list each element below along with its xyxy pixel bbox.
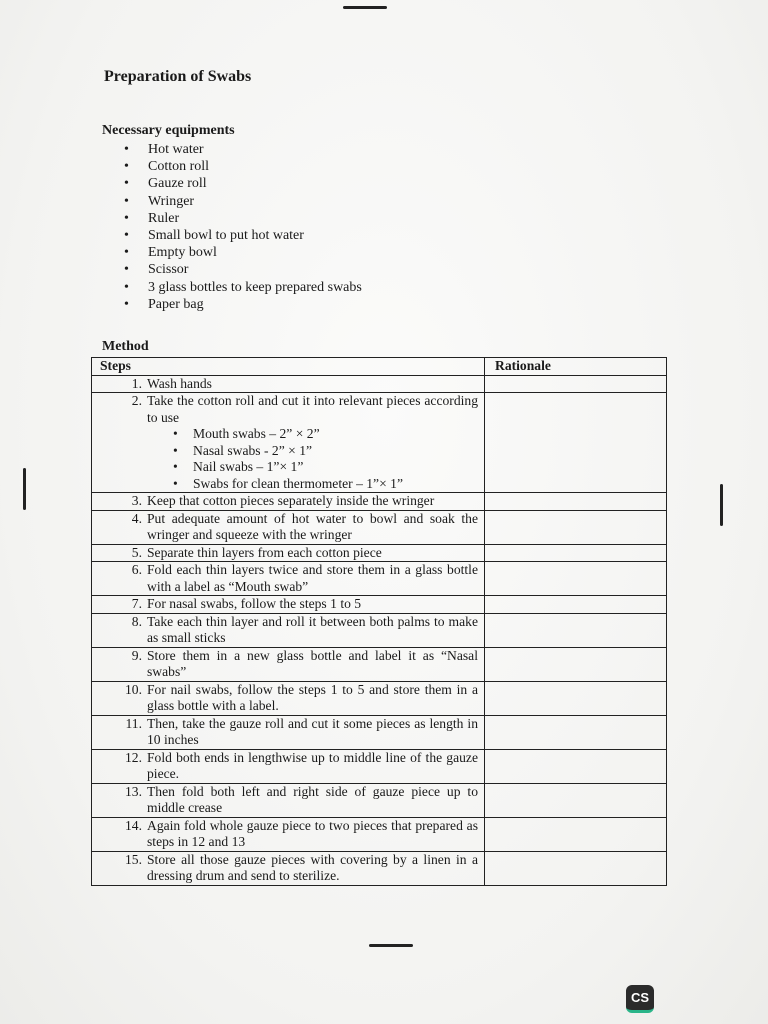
- step-text: Wash hands: [147, 375, 212, 391]
- table-row: [92, 647, 667, 681]
- equipment-item: • Scissor: [102, 261, 362, 278]
- step-cell: [92, 817, 485, 851]
- swab-size-list: [147, 426, 478, 492]
- page-title: Preparation of Swabs: [104, 68, 252, 85]
- step-text: Take each thin layer and roll it between both palms to make as small sticks: [147, 613, 478, 645]
- right-pen-mark: [720, 484, 723, 526]
- swab-size-item: • Swabs for clean thermometer – 1”× 1”: [147, 476, 478, 493]
- equipment-item: • 3 glass bottles to keep prepared swabs: [102, 279, 362, 296]
- step-cell: [92, 715, 485, 749]
- step-cell: [92, 783, 485, 817]
- rationale-cell: [485, 817, 667, 851]
- table-row: [92, 613, 667, 647]
- step-cell: [92, 647, 485, 681]
- swab-size-item: • Nasal swabs - 2” × 1”: [147, 443, 478, 460]
- step-number: 1.: [131, 375, 142, 391]
- rationale-cell: [485, 749, 667, 783]
- equipment-item: • Ruler: [102, 210, 362, 227]
- table-row: [92, 596, 667, 614]
- rationale-cell: [485, 783, 667, 817]
- step-cell: [92, 544, 485, 562]
- rationale-cell: [485, 596, 667, 614]
- step-number: 12.: [125, 749, 142, 765]
- rationale-cell: [485, 613, 667, 647]
- step-cell: [92, 596, 485, 614]
- step-cell: [92, 375, 485, 393]
- step-text: Fold both ends in lengthwise up to middle line of the gauze piece.: [147, 749, 478, 781]
- equipment-item: • Cotton roll: [102, 158, 362, 175]
- step-cell: [92, 562, 485, 596]
- table-row: [92, 375, 667, 393]
- step-text: For nasal swabs, follow the steps 1 to 5: [147, 596, 362, 611]
- logo-text: CS: [630, 990, 650, 1005]
- swab-size-item: • Nail swabs – 1”× 1”: [147, 459, 478, 476]
- equipment-item: • Small bowl to put hot water: [102, 227, 362, 244]
- rationale-cell: [485, 375, 667, 393]
- rationale-cell: [485, 510, 667, 544]
- step-number: 5.: [131, 544, 142, 560]
- step-number: 8.: [131, 613, 142, 629]
- left-pen-mark: [23, 468, 26, 510]
- step-number: 3.: [131, 493, 142, 508]
- step-cell: [92, 613, 485, 647]
- rationale-cell: [485, 647, 667, 681]
- step-cell: [92, 681, 485, 715]
- equipment-item: • Gauze roll: [102, 175, 362, 192]
- table-row: [92, 681, 667, 715]
- step-number: 13.: [125, 783, 142, 799]
- step-text: Put adequate amount of hot water to bowl and soak the wringer and squeeze with the wringer: [147, 510, 478, 542]
- swab-size-item: • Mouth swabs – 2” × 2”: [147, 426, 478, 443]
- step-cell: [92, 510, 485, 544]
- step-number: 14.: [125, 817, 142, 833]
- step-number: 9.: [131, 647, 142, 663]
- step-cell: [92, 393, 485, 493]
- top-pen-mark: [343, 6, 387, 9]
- step-number: 7.: [131, 596, 142, 611]
- step-number: 2.: [131, 393, 142, 408]
- equipment-item: • Hot water: [102, 141, 362, 158]
- rationale-cell: [485, 393, 667, 493]
- step-number: 11.: [125, 715, 142, 731]
- step-number: 15.: [125, 851, 142, 867]
- step-text: For nail swabs, follow the steps 1 to 5 and store them in a glass bottle with a label.: [147, 681, 478, 713]
- step-text: Store them in a new glass bottle and label it as “Nasal swabs”: [147, 647, 478, 679]
- step-text: Store all those gauze pieces with covering by a linen in a dressing drum and send to sterilize.: [147, 851, 478, 883]
- table-row: [92, 715, 667, 749]
- equipment-item: • Paper bag: [102, 296, 362, 313]
- table-row: [92, 544, 667, 562]
- step-cell: [92, 851, 485, 885]
- method-table: [91, 357, 667, 886]
- table-row: [92, 749, 667, 783]
- rationale-column-header: Rationale: [485, 358, 667, 376]
- bottom-pen-mark: [369, 944, 413, 947]
- step-text: Keep that cotton pieces separately inside the wringer: [147, 493, 435, 508]
- table-row: [92, 817, 667, 851]
- step-cell: [92, 749, 485, 783]
- step-cell: [92, 493, 485, 511]
- equipment-item: • Empty bowl: [102, 244, 362, 261]
- table-row: [92, 393, 667, 493]
- rationale-cell: [485, 493, 667, 511]
- step-text: Then fold both left and right side of gauze piece up to middle crease: [147, 783, 478, 815]
- step-text: Separate thin layers from each cotton piece: [147, 544, 382, 560]
- step-number: 4.: [131, 510, 142, 526]
- table-row: [92, 562, 667, 596]
- rationale-cell: [485, 715, 667, 749]
- rationale-cell: [485, 562, 667, 596]
- step-text: Take the cotton roll and cut it into relevant pieces according to use: [147, 393, 478, 425]
- step-text: Again fold whole gauze piece to two pieces that prepared as steps in 12 and 13: [147, 817, 478, 849]
- method-heading: Method: [102, 339, 149, 354]
- equipment-item: • Wringer: [102, 193, 362, 210]
- table-row: [92, 493, 667, 511]
- rationale-cell: [485, 681, 667, 715]
- step-text: Then, take the gauze roll and cut it some pieces as length in 10 inches: [147, 715, 478, 747]
- steps-column-header: Steps: [92, 358, 485, 376]
- step-number: 6.: [131, 562, 142, 577]
- rationale-cell: [485, 544, 667, 562]
- camscanner-logo: [626, 985, 654, 1013]
- rationale-cell: [485, 851, 667, 885]
- equipment-list: [102, 141, 362, 313]
- step-number: 10.: [125, 681, 142, 697]
- equipment-heading: Necessary equipments: [102, 123, 235, 138]
- table-row: [92, 851, 667, 885]
- table-row: [92, 510, 667, 544]
- step-text: Fold each thin layers twice and store them in a glass bottle with a label as “Mouth swab”: [147, 562, 478, 594]
- table-row: [92, 783, 667, 817]
